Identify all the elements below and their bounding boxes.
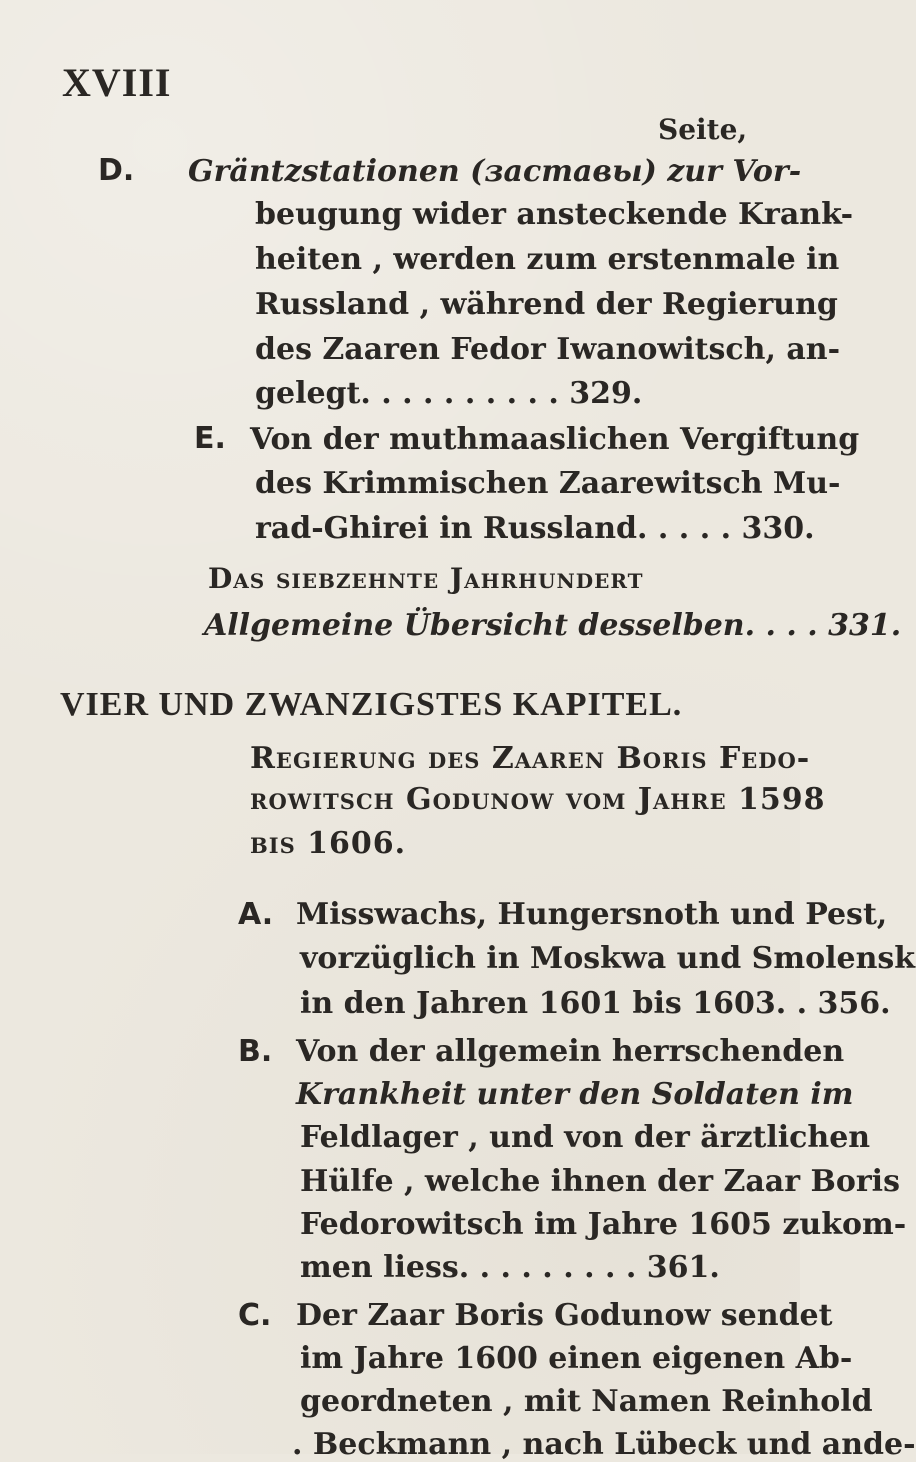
item-b-line-2: Krankheit unter den Soldaten im [296,1077,854,1113]
item-d-line-1: Gräntzstationen (заставы) zur Vor- [188,154,802,190]
item-b-line-3: Feldlager , und von der ärztlichen [300,1120,871,1156]
item-c-line-1: Der Zaar Boris Godunow sendet [296,1297,833,1333]
item-b-line-4: Hülfe , welche ihnen der Zaar Boris [300,1163,900,1199]
page-roman-number: XVIII [62,59,172,105]
item-d-line-2: beugung wider ansteckende Krank- [255,197,854,233]
item-c-line-4: . Beckmann , nach Lübeck und ande- [292,1427,916,1462]
item-d-line-6: gelegt. . . . . . . . . . 329. [255,376,643,412]
item-b-line-1: Von der allgemein herrschenden [296,1034,845,1070]
item-e-line-2: des Krimmischen Zaarewitsch Mu- [255,465,841,501]
item-e-line-1: Von der muthmaaslichen Vergiftung [250,422,860,458]
reign-line-2: rowitsch Godunow vom Jahre 1598 [250,782,826,818]
item-d-line-5: des Zaaren Fedor Iwanowitsch, an- [255,331,841,367]
reign-line-3: bis 1606. [250,825,407,861]
chapter-heading: VIER UND ZWANZIGSTES KAPITEL. [60,685,683,723]
item-b-letter: B. [238,1034,273,1070]
item-e-line-3: rad-Ghirei in Russland. . . . . 330. [255,510,815,546]
page-seite-label: Seite, [658,112,748,146]
item-d-line-3: heiten , werden zum erstenmale in [255,242,840,278]
item-a-line-1: Misswachs, Hungersnoth und Pest, [296,896,888,932]
century-overview: Allgemeine Übersicht desselben. . . . 331. [204,608,902,644]
item-b-line-6: men liess. . . . . . . . . 361. [300,1249,720,1285]
item-c-line-2: im Jahre 1600 einen eigenen Ab- [300,1340,853,1376]
item-a-line-2: vorzüglich in Moskwa und Smolensk [300,941,916,977]
reign-line-1: Regierung des Zaaren Boris Fedo- [250,740,811,776]
century-heading: Das siebzehnte Jahrhundert [208,562,644,596]
item-e-letter: E. [194,421,226,457]
item-a-line-3: in den Jahren 1601 bis 1603. . 356. [300,986,891,1022]
item-c-line-3: geordneten , mit Namen Reinhold [300,1383,873,1419]
item-b-line-5: Fedorowitsch im Jahre 1605 zukom- [300,1206,907,1242]
item-d-line-4: Russland , während der Regierung [255,286,838,322]
item-c-letter: C. [238,1297,272,1333]
item-a-letter: A. [238,896,274,932]
item-d-letter: D. [98,152,135,188]
